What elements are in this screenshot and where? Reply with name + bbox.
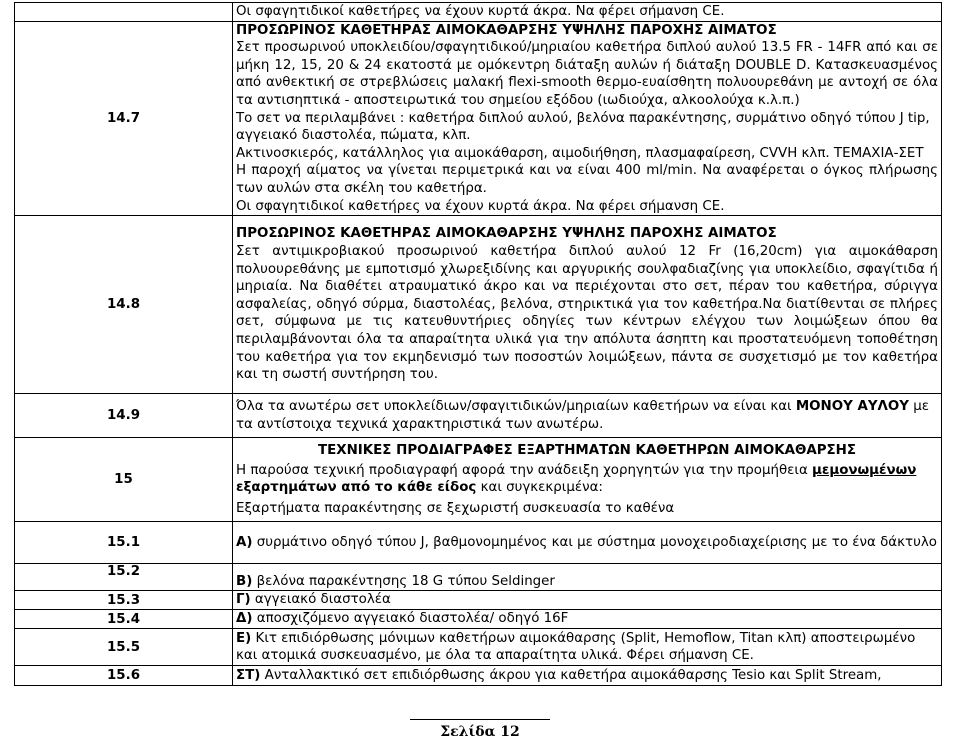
row-text: Α) συρμάτινο οδηγό τύπου J, βαθμονομημένος και με σύστημα μονοχειροδιαχείρισης με το ένα δάκτυλο bbox=[233, 522, 942, 564]
item-paragraph: Σετ προσωρινού υποκλειδίου/σφαγητιδικού/μηριαίου καθετήρα διπλού αυλού 13.5 FR - 14FR από και σε μήκη 12, 15, 20 & 24 εκατοστά με ομόκεντρη διάταξη αυλών ή διάταξη DOUBLE D. Κατασκευασμένος από ανθεκτική σε στρεβλώσεις μαλακή flexi-smooth θερμο-ευαίσθητη πολυουρεθάνη με αντοχή σε όλα τα αντισηπτικά - αποστειρωτικά του σημείου εξόδου (ιωδιούχα, αλκοολούχα κ.λ.π.) bbox=[236, 40, 938, 108]
row-number: 14.7 bbox=[15, 21, 233, 216]
table-row bbox=[15, 438, 942, 522]
row-number: 15.6 bbox=[15, 666, 233, 686]
item-paragraph: Οι σφαγητιδικοί καθετήρες να έχουν κυρτά άκρα. Να φέρει σήμανση CE. bbox=[236, 198, 725, 214]
row-number: 15.3 bbox=[15, 591, 233, 610]
row-text: Γ) αγγειακό διαστολέα bbox=[233, 591, 942, 610]
section-title: ΤΕΧΝΙΚΕΣ ΠΡΟΔΙΑΓΡΑΦΕΣ ΕΞΑΡΤΗΜΑΤΩΝ ΚΑΘΕΤΗΡΩΝ ΑΙΜΟΚΑΘΑΡΣΗΣ bbox=[317, 442, 857, 458]
item-paragraph: Το σετ να περιλαμβάνει : καθετήρα διπλού αυλού, βελόνα παρακέντησης, συρμάτινο οδηγό τύπου J tip, αγγειακό διαστολέα, πώματα, κλπ. bbox=[236, 110, 930, 144]
row-text: Δ) αποσχιζόμενο αγγειακό διαστολέα/ οδηγό 16F bbox=[233, 610, 942, 629]
table-row bbox=[15, 3, 942, 22]
table-row bbox=[15, 629, 942, 666]
spec-table bbox=[14, 2, 942, 686]
row-number: 15.1 bbox=[15, 522, 233, 564]
item-paragraph: Εξαρτήματα παρακέντησης σε ξεχωριστή συσκευασία το καθένα bbox=[236, 500, 675, 516]
row-text: Ε) Κιτ επιδιόρθωσης μόνιμων καθετήρων αιμοκάθαρσης (Split, Hemoflow, Titan κλπ) αποστειρωμένο και ατομικά συσκευασμένο, με όλα τα απαραίτητα υλικά. Φέρει σήμανση CE. bbox=[233, 629, 942, 666]
table-row bbox=[15, 666, 942, 686]
row-number: 15.2 bbox=[15, 564, 233, 591]
footer-divider bbox=[410, 719, 550, 720]
row-number: 15 bbox=[15, 438, 233, 522]
table-row bbox=[15, 610, 942, 629]
item-paragraph: Ακτινοσκιερός, κατάλληλος για αιμοκάθαρση, αιμοδιήθηση, πλασμαφαίρεση, CVVH κλπ. ΤΕΜΑΧΙΑ-ΣΕΤ bbox=[236, 145, 924, 161]
row-number: 15.4 bbox=[15, 610, 233, 629]
row-number: 15.5 bbox=[15, 629, 233, 666]
table-row bbox=[15, 394, 942, 438]
row-text: ΣΤ) Ανταλλακτικό σετ επιδιόρθωσης άκρου για καθετήρα αιμοκάθαρσης Tesio και Split Stream, bbox=[233, 666, 942, 686]
item-title: ΠΡΟΣΩΡΙΝΟΣ ΚΑΘΕΤΗΡΑΣ ΑΙΜΟΚΑΘΑΡΣΗΣ ΥΨΗΛΗΣ ΠΑΡΟΧΗΣ ΑΙΜΑΤΟΣ bbox=[236, 22, 777, 38]
item-paragraph: Η παροχή αίματος να γίνεται περιμετρικά και να είναι 400 ml/min. Να αναφέρεται ο όγκος πλήρωσης των αυλών στα σκέλη του καθετήρα. bbox=[236, 163, 938, 196]
page-number: Σελίδα 12 bbox=[440, 724, 520, 740]
row-text bbox=[233, 21, 942, 216]
table-row bbox=[15, 216, 942, 394]
item-title: ΠΡΟΣΩΡΙΝΟΣ ΚΑΘΕΤΗΡΑΣ ΑΙΜΟΚΑΘΑΡΣΗΣ ΥΨΗΛΗΣ ΠΑΡΟΧΗΣ ΑΙΜΑΤΟΣ bbox=[236, 226, 777, 242]
item-paragraph: Σετ αντιμικροβιακού προσωρινού καθετήρα διπλού αυλού 12 Fr (16,20cm) για αιμοκάθαρση πολυουρεθάνης με εμποτισμό χλωρεξιδίνης και αργυρικής σουλφαδιαζίνης για υποκλείδιο, σφαγίτιδα ή μηριαία. Να διαθέτει ατραυματικό άκρο και να περιέχονται στο σετ, πέραν του καθετήρα, σύριγγα ασφαλείας, οδηγό σύρμα, διαστολέας, βελόνα, στηρικτικά για τον καθετήρα.Να διατίθενται σε πλήρες σετ, σύμφωνα με τις κατευθυντήριες οδηγίες των κέντρων ελέγχου των λοιμώξεων όπου θα περιλαμβάνονται όλα τα απαραίτητα υλικά για την απόλυτα άσηπτη και προστατευόμενη τοποθέτηση του καθετήρα για τον εκμηδενισμό των ποσοστών λοιμώξεων, πάντα σε συσχετισμό με τον καθετήρα και τη σωστή συντήρηση του. bbox=[236, 244, 938, 383]
row-text: Β) βελόνα παρακέντησης 18 G τύπου Seldinger bbox=[233, 564, 942, 591]
row-number: 14.9 bbox=[15, 394, 233, 438]
row-text: Όλα τα ανωτέρω σετ υποκλείδιων/σφαγιτιδικών/μηριαίων καθετήρων να είναι και ΜΟΝΟΥ ΑΥΛΟΥ με τα αντίστοιχα τεχνικά χαρακτηριστικά των ανωτέρω. bbox=[233, 394, 942, 438]
table-row bbox=[15, 21, 942, 216]
table-row bbox=[15, 522, 942, 564]
item-paragraph: Η παρούσα τεχνική προδιαγραφή αφορά την ανάδειξη χορηγητών για την προμήθεια μεμονωμένων εξαρτημάτων από το κάθε είδος και συγκεκριμένα: bbox=[236, 462, 917, 496]
row-text bbox=[233, 216, 942, 394]
row-number bbox=[15, 3, 233, 22]
table-row bbox=[15, 564, 942, 591]
table-row bbox=[15, 591, 942, 610]
row-text: Οι σφαγητιδικοί καθετήρες να έχουν κυρτά άκρα. Να φέρει σήμανση CE. bbox=[233, 3, 942, 22]
row-text bbox=[233, 438, 942, 522]
row-number: 14.8 bbox=[15, 216, 233, 394]
